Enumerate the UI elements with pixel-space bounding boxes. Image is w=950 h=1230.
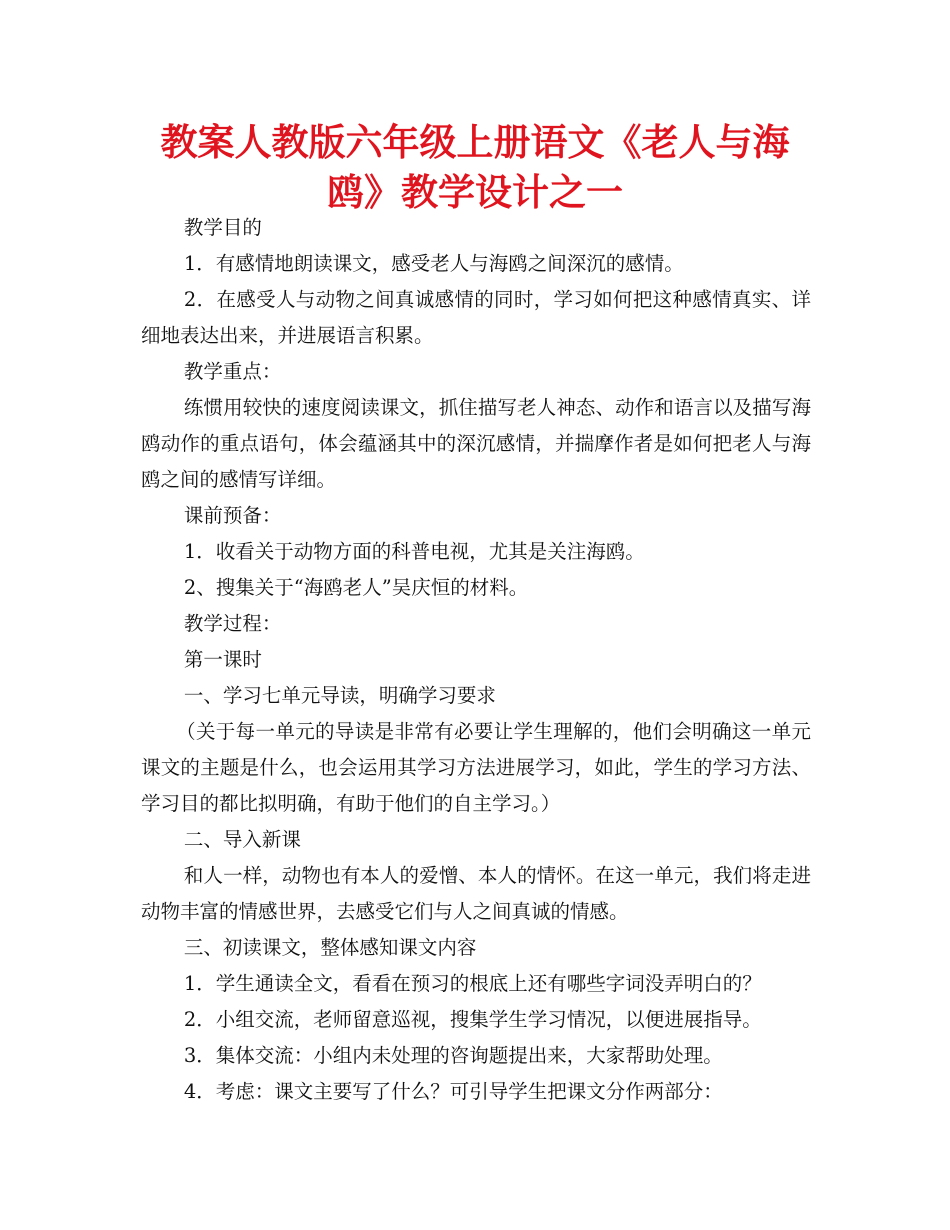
paragraph-step-3: 3．集体交流：小组内未处理的咨询题提出来，大家帮助处理。	[183, 1044, 723, 1067]
paragraph-preparation-2: 2、搜集关于“海鸥老人”吴庆恒的材料。	[183, 576, 529, 599]
paragraph-preparation-1: 1．收看关于动物方面的科普电视，尤其是关注海鸥。	[183, 540, 645, 563]
paragraph-section-1-note: （关于每一单元的导读是非常有必要让学生理解的，他们会明确这一单元课文的主题是什么，也会运用其学习方法进展学习，如此，学生的学习方法、学习目的都比拟明确，有助于他们的自主学习。）	[141, 720, 811, 815]
paragraph-first-lesson: 第一课时	[183, 648, 262, 671]
document-body	[141, 210, 811, 1110]
paragraph-step-1: 1．学生通读全文，看看在预习的根底上还有哪些字词没弄明白的？	[183, 972, 762, 995]
paragraph-section-2-body: 和人一样，动物也有本人的爱憎、本人的情怀。在这一单元，我们将走进动物丰富的情感世界，去感受它们与人之间真诚的情感。	[141, 864, 811, 923]
paragraph-teaching-goals-heading: 教学目的	[183, 216, 262, 239]
paragraph-step-2: 2．小组交流，老师留意巡视，搜集学生学习情况，以便进展指导。	[183, 1008, 762, 1031]
document-title: 教案人教版六年级上册语文《老人与海鸥》教学设计之一	[160, 121, 790, 214]
paragraph-step-4: 4．考虑：课文主要写了什么？可引导学生把课文分作两部分：	[183, 1080, 723, 1103]
paragraph-section-1: 一、学习七单元导读，明确学习要求	[183, 684, 496, 707]
paragraph-goal-1: 1．有感情地朗读课文，感受老人与海鸥之间深沉的感情。	[183, 252, 684, 275]
paragraph-key-points-heading: 教学重点：	[183, 360, 282, 383]
paragraph-preparation-heading: 课前预备：	[183, 504, 282, 527]
paragraph-goal-2: 2．在感受人与动物之间真诚感情的同时，学习如何把这种感情真实、详细地表达出来，并进展语言积累。	[141, 288, 811, 347]
paragraph-section-2: 二、导入新课	[183, 828, 301, 851]
paragraph-key-points: 练惯用较快的速度阅读课文，抓住描写老人神态、动作和语言以及描写海鸥动作的重点语句，体会蕴涵其中的深沉感情，并揣摩作者是如何把老人与海鸥之间的感情写详细。	[141, 396, 811, 491]
paragraph-process-heading: 教学过程：	[183, 612, 282, 635]
paragraph-section-3: 三、初读课文，整体感知课文内容	[183, 936, 477, 959]
